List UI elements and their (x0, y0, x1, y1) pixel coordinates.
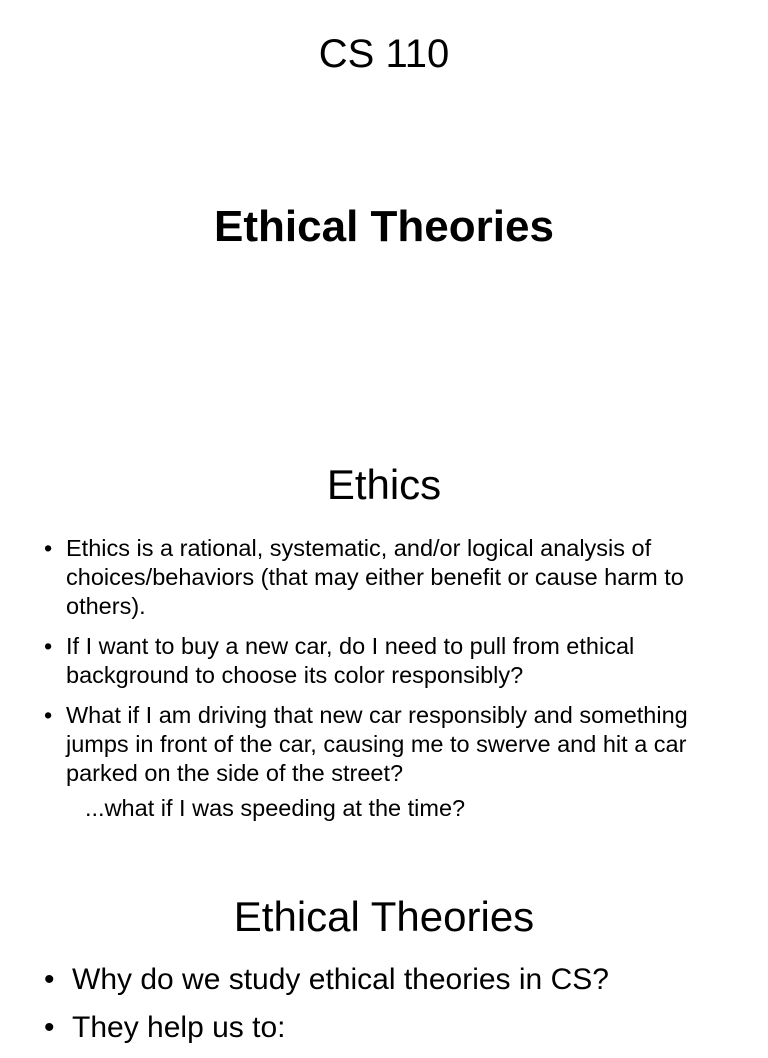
bullet-icon: • (44, 535, 53, 561)
bullet-text: What if I am driving that new car responsibly and something jumps in front of the car, causing me to swerve and hit a car parked on the side of the street? (66, 702, 688, 786)
course-title: CS 110 (318, 32, 450, 76)
followup-text: ...what if I was speeding at the time? (85, 795, 466, 821)
bullet-text: Why do we study ethical theories in CS? (72, 963, 609, 996)
bullet-item (40, 962, 730, 998)
bullet-text: Ethics is a rational, systematic, and/or logical analysis of choices/behaviors (that may either benefit or cause harm to others). (66, 535, 684, 619)
bullet-list (40, 534, 730, 799)
bullet-item (40, 534, 730, 621)
main-title: Ethical Theories (214, 202, 554, 251)
bullet-text: They help us to: (72, 1011, 286, 1044)
bullet-item (40, 632, 730, 690)
bullet-icon: • (44, 1011, 55, 1044)
bullet-icon: • (44, 963, 55, 996)
bullet-text: If I want to buy a new car, do I need to pull from ethical background to choose its color responsibly? (66, 633, 635, 688)
bullet-item (40, 1010, 730, 1046)
bullet-item (40, 701, 730, 788)
title-slide (0, 0, 768, 430)
bullet-icon: • (44, 702, 53, 728)
ethics-slide (0, 430, 768, 870)
ethical-theories-slide (0, 870, 768, 1044)
slide-heading: Ethical Theories (233, 893, 535, 940)
slide-heading: Ethics (326, 461, 442, 508)
bullet-list (40, 962, 730, 1058)
bullet-icon: • (44, 633, 53, 659)
